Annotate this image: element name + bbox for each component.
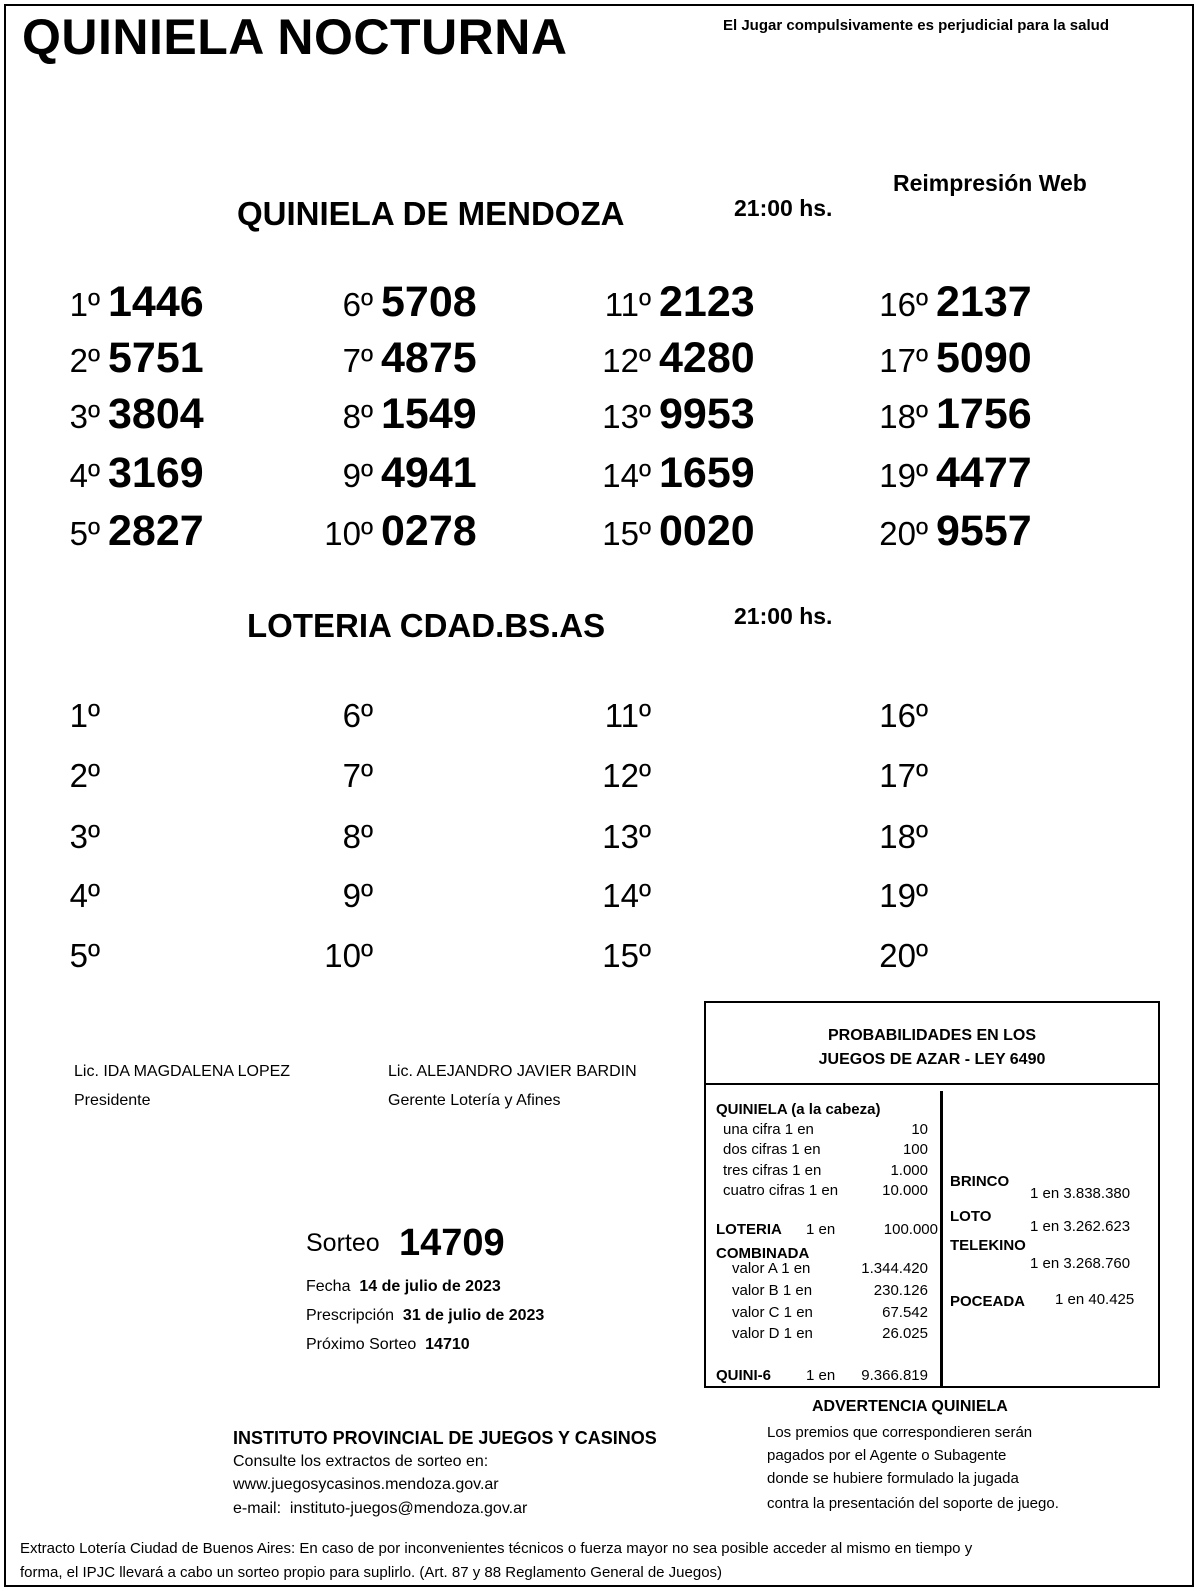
prescripcion-label: Prescripción bbox=[306, 1307, 395, 1324]
prob-title-1: PROBABILIDADES EN LOS bbox=[827, 1027, 1036, 1044]
result-position: 3º bbox=[69, 398, 100, 435]
footer-line-2: forma, el IPJC llevará a cabo un sorteo propio para suplirlo. (Art. 87 y 88 Reglamento General de Juegos) bbox=[20, 1564, 723, 1581]
health-warning: El Jugar compulsivamente es perjudicial para la salud bbox=[723, 17, 1109, 34]
mendoza-result bbox=[317, 334, 557, 383]
result-number: 1756 bbox=[936, 390, 1032, 438]
mendoza-time: 21:00 hs. bbox=[734, 195, 833, 221]
prob-title-2: JUEGOS DE AZAR - LEY 6490 bbox=[818, 1051, 1046, 1068]
fecha-label: Fecha bbox=[306, 1278, 351, 1295]
mendoza-result bbox=[317, 390, 557, 439]
result-number: 4941 bbox=[381, 449, 477, 497]
reprint-label: Reimpresión Web bbox=[893, 170, 1087, 196]
mendoza-result bbox=[872, 334, 1112, 383]
advertencia-title: ADVERTENCIA QUINIELA bbox=[812, 1398, 1008, 1415]
result-position: 13º bbox=[602, 398, 651, 435]
result-position: 7º bbox=[342, 342, 373, 379]
quini6-prob-label: QUINI-6 bbox=[716, 1367, 772, 1384]
result-position: 6º bbox=[342, 286, 373, 323]
combinada-prob-label: valor D 1 en bbox=[732, 1325, 813, 1342]
loteria-position: 19º bbox=[879, 877, 928, 914]
result-position: 17º bbox=[879, 342, 928, 379]
loteria-position: 7º bbox=[342, 757, 373, 794]
quiniela-prob-label: cuatro cifras 1 en bbox=[723, 1182, 839, 1199]
poceada-label: POCEADA bbox=[950, 1293, 1026, 1310]
result-position: 15º bbox=[602, 515, 651, 552]
telekino-value: 1 en 3.268.760 bbox=[1030, 1255, 1131, 1272]
result-number: 1549 bbox=[381, 390, 477, 438]
mendoza-result bbox=[595, 449, 835, 498]
result-number: 5751 bbox=[108, 334, 204, 382]
loteria-position: 15º bbox=[602, 937, 651, 974]
proximo-label: Próximo Sorteo bbox=[306, 1336, 417, 1353]
result-number: 2827 bbox=[108, 507, 204, 555]
loteria-position: 2º bbox=[69, 757, 100, 794]
instituto-consult: Consulte los extractos de sorteo en: bbox=[233, 1453, 489, 1470]
result-position: 10º bbox=[324, 515, 373, 552]
mendoza-result bbox=[872, 390, 1112, 439]
result-number: 2137 bbox=[936, 278, 1032, 326]
quiniela-prob-title: QUINIELA (a la cabeza) bbox=[716, 1101, 881, 1118]
loteria-position: 16º bbox=[879, 697, 928, 734]
result-number: 0278 bbox=[381, 507, 477, 555]
signer-name-2: Lic. ALEJANDRO JAVIER BARDIN bbox=[388, 1063, 637, 1080]
result-position: 4º bbox=[69, 457, 100, 494]
quini6-prob-value: 9.366.819 bbox=[861, 1367, 928, 1384]
mendoza-result bbox=[317, 449, 557, 498]
result-number: 3804 bbox=[108, 390, 204, 438]
quiniela-prob-label: una cifra 1 en bbox=[723, 1121, 814, 1138]
loteria-prob-label: LOTERIA bbox=[716, 1221, 782, 1238]
result-position: 19º bbox=[879, 457, 928, 494]
probabilities-box bbox=[704, 1001, 1160, 1388]
loteria-position: 12º bbox=[602, 757, 651, 794]
mendoza-result bbox=[595, 278, 835, 327]
result-number: 9953 bbox=[659, 390, 755, 438]
mendoza-result bbox=[317, 507, 557, 556]
quini6-prob-en: 1 en bbox=[806, 1367, 836, 1384]
loteria-position: 17º bbox=[879, 757, 928, 794]
loteria-prob-value: 100.000 bbox=[883, 1221, 938, 1238]
loteria-position: 20º bbox=[879, 937, 928, 974]
brinco-value: 1 en 3.838.380 bbox=[1030, 1185, 1131, 1202]
mendoza-result bbox=[44, 390, 284, 439]
mendoza-result bbox=[595, 334, 835, 383]
signer-role-2: Gerente Lotería y Afines bbox=[388, 1092, 561, 1109]
loteria-position: 3º bbox=[69, 818, 100, 855]
result-position: 1º bbox=[69, 286, 100, 323]
quiniela-prob-label: dos cifras 1 en bbox=[723, 1141, 821, 1158]
result-position: 12º bbox=[602, 342, 651, 379]
result-position: 2º bbox=[69, 342, 100, 379]
loto-label: LOTO bbox=[950, 1208, 992, 1225]
loteria-position: 18º bbox=[879, 818, 928, 855]
proximo-row bbox=[306, 1336, 470, 1354]
advertencia-line: donde se hubiere formulado la jugada bbox=[767, 1470, 1019, 1487]
mendoza-result bbox=[317, 278, 557, 327]
mendoza-result bbox=[595, 390, 835, 439]
quiniela-prob-value: 10.000 bbox=[882, 1182, 928, 1199]
loteria-position: 1º bbox=[69, 697, 100, 734]
result-number: 4477 bbox=[936, 449, 1032, 497]
mendoza-result bbox=[44, 278, 284, 327]
prob-header-divider bbox=[706, 1083, 1158, 1085]
result-number: 9557 bbox=[936, 507, 1032, 555]
result-number: 5708 bbox=[381, 278, 477, 326]
loto-value: 1 en 3.262.623 bbox=[1030, 1218, 1131, 1235]
result-number: 4875 bbox=[381, 334, 477, 382]
mendoza-result bbox=[872, 507, 1112, 556]
mendoza-result bbox=[44, 449, 284, 498]
loteria-position: 10º bbox=[324, 937, 373, 974]
signer-name-1: Lic. IDA MAGDALENA LOPEZ bbox=[74, 1063, 291, 1080]
footer-line-1: Extracto Lotería Ciudad de Buenos Aires: En caso de por inconvenientes técnicos o fuerza mayor no sea posible acceder al mismo en tiempo y bbox=[20, 1540, 973, 1557]
result-position: 20º bbox=[879, 515, 928, 552]
result-number: 4280 bbox=[659, 334, 755, 382]
combinada-prob-label: valor C 1 en bbox=[732, 1304, 813, 1321]
combinada-prob-value: 230.126 bbox=[873, 1282, 928, 1299]
sorteo-number: 14709 bbox=[399, 1222, 505, 1264]
telekino-label: TELEKINO bbox=[950, 1237, 1026, 1254]
result-position: 18º bbox=[879, 398, 928, 435]
prescripcion-value: 31 de julio de 2023 bbox=[402, 1307, 545, 1324]
brinco-label: BRINCO bbox=[950, 1173, 1010, 1190]
result-number: 1446 bbox=[108, 278, 204, 326]
instituto-email-link[interactable]: instituto-juegos@mendoza.gov.ar bbox=[289, 1500, 528, 1517]
advertencia-line: pagados por el Agente o Subagente bbox=[767, 1447, 1007, 1464]
quiniela-prob-value: 100 bbox=[902, 1141, 928, 1158]
instituto-title: INSTITUTO PROVINCIAL DE JUEGOS Y CASINOS bbox=[233, 1428, 657, 1448]
loteria-position: 6º bbox=[342, 697, 373, 734]
quiniela-prob-value: 10 bbox=[911, 1121, 928, 1138]
loteria-prob-en: 1 en bbox=[806, 1221, 836, 1238]
page-title: QUINIELA NOCTURNA bbox=[22, 9, 568, 65]
sorteo-label: Sorteo bbox=[306, 1229, 380, 1257]
combinada-prob-title: COMBINADA bbox=[716, 1245, 810, 1262]
mendoza-result bbox=[872, 278, 1112, 327]
fecha-row bbox=[306, 1278, 501, 1296]
mendoza-result bbox=[44, 334, 284, 383]
fecha-value: 14 de julio de 2023 bbox=[359, 1278, 501, 1295]
combinada-prob-value: 67.542 bbox=[882, 1304, 928, 1321]
combinada-prob-value: 1.344.420 bbox=[861, 1260, 928, 1277]
proximo-value: 14710 bbox=[425, 1336, 470, 1353]
result-position: 16º bbox=[879, 286, 928, 323]
quiniela-prob-value: 1.000 bbox=[890, 1162, 928, 1179]
loteria-position: 13º bbox=[602, 818, 651, 855]
prescripcion-row bbox=[306, 1307, 544, 1325]
loteria-position: 11º bbox=[604, 697, 651, 734]
poceada-value: 1 en 40.425 bbox=[1055, 1291, 1135, 1308]
loteria-position: 4º bbox=[69, 877, 100, 914]
quiniela-prob-label: tres cifras 1 en bbox=[723, 1162, 822, 1179]
loteria-time: 21:00 hs. bbox=[734, 603, 833, 629]
result-number: 1659 bbox=[659, 449, 755, 497]
result-position: 8º bbox=[342, 398, 373, 435]
instituto-email-row bbox=[233, 1500, 527, 1518]
result-number: 3169 bbox=[108, 449, 204, 497]
combinada-prob-label: valor A 1 en bbox=[732, 1260, 811, 1277]
signer-role-1: Presidente bbox=[74, 1092, 151, 1109]
loteria-position: 9º bbox=[342, 877, 373, 914]
email-label: e-mail: bbox=[233, 1500, 282, 1517]
result-number: 2123 bbox=[659, 278, 755, 326]
result-number: 0020 bbox=[659, 507, 755, 555]
result-position: 5º bbox=[69, 515, 100, 552]
combinada-prob-label: valor B 1 en bbox=[732, 1282, 813, 1299]
mendoza-title: QUINIELA DE MENDOZA bbox=[237, 195, 625, 232]
advertencia-line: contra la presentación del soporte de juego. bbox=[767, 1495, 1059, 1512]
mendoza-result bbox=[44, 507, 284, 556]
loteria-position: 8º bbox=[342, 818, 373, 855]
result-position: 11º bbox=[604, 286, 651, 323]
loteria-title: LOTERIA CDAD.BS.AS bbox=[247, 607, 606, 644]
instituto-web-link[interactable]: www.juegosycasinos.mendoza.gov.ar bbox=[233, 1476, 499, 1493]
loteria-position: 14º bbox=[602, 877, 651, 914]
result-position: 9º bbox=[342, 457, 373, 494]
result-number: 5090 bbox=[936, 334, 1032, 382]
mendoza-result bbox=[595, 507, 835, 556]
mendoza-result bbox=[872, 449, 1112, 498]
loteria-position: 5º bbox=[69, 937, 100, 974]
combinada-prob-value: 26.025 bbox=[882, 1325, 928, 1342]
prob-column-divider bbox=[940, 1091, 943, 1386]
advertencia-line: Los premios que correspondieren serán bbox=[767, 1424, 1033, 1441]
result-position: 14º bbox=[602, 457, 651, 494]
